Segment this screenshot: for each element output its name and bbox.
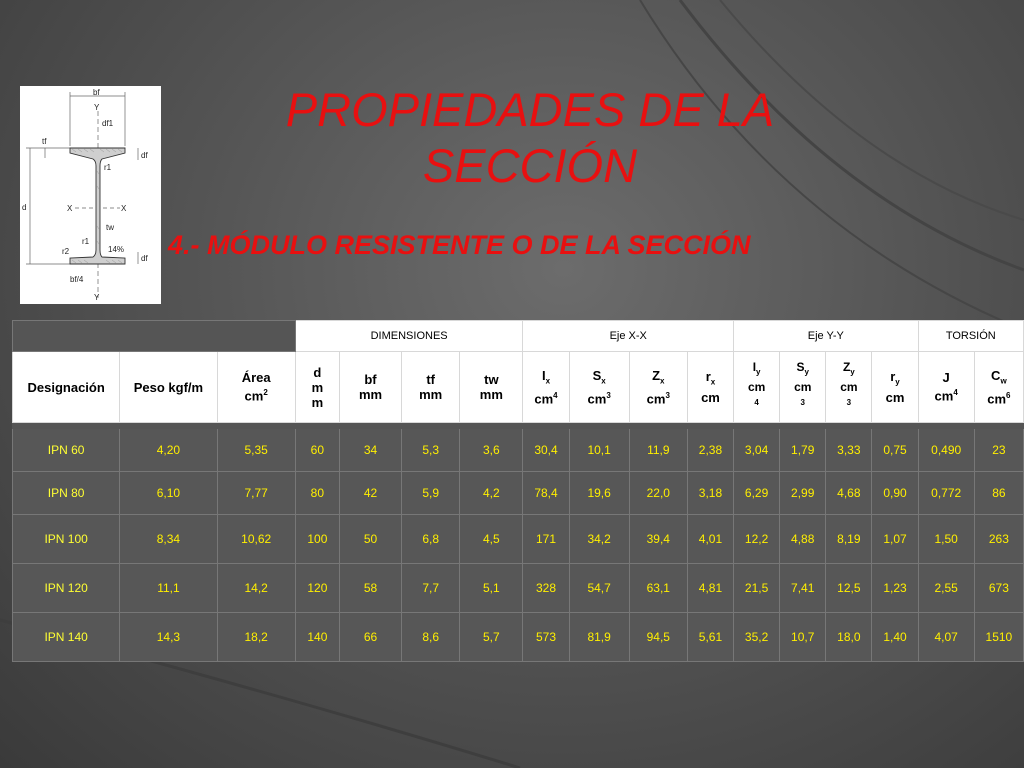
- table-cell: 4,68: [826, 472, 872, 515]
- header-designacion: Designación: [13, 352, 120, 423]
- i-beam-drawing: [20, 86, 161, 304]
- header-tf: tf mm: [402, 352, 460, 423]
- table-cell: IPN 120: [13, 564, 120, 613]
- header-rx: $r_x$ cm: [687, 352, 733, 423]
- table-cell: 8,6: [402, 613, 460, 662]
- table-cell: 4,5: [460, 515, 523, 564]
- table-cell: 11,9: [629, 429, 687, 472]
- table-cell: 6,29: [734, 472, 780, 515]
- table-cell: 100: [295, 515, 339, 564]
- slide-title: PROPIEDADES DE LA SECCIÓN: [285, 83, 775, 192]
- table-cell: 7,41: [780, 564, 826, 613]
- table-cell: 60: [295, 429, 339, 472]
- diagram-label: Y: [94, 293, 100, 302]
- diagram-label: d: [22, 203, 27, 212]
- table-cell: 22,0: [629, 472, 687, 515]
- table-cell: IPN 60: [13, 429, 120, 472]
- diagram-label: bf: [93, 88, 100, 97]
- table-cell: 42: [339, 472, 401, 515]
- table-cell: 3,33: [826, 429, 872, 472]
- diagram-label: df: [141, 254, 148, 263]
- table-cell: 4,2: [460, 472, 523, 515]
- table-cell: 10,62: [217, 515, 295, 564]
- header-tw: tw mm: [460, 352, 523, 423]
- header-ry: $r_y$ cm: [872, 352, 918, 423]
- table-cell: 1,07: [872, 515, 918, 564]
- table-row: [13, 564, 1024, 613]
- table-cell: 23: [974, 429, 1023, 472]
- table-cell: 50: [339, 515, 401, 564]
- table-cell: 19,6: [569, 472, 629, 515]
- table-cell: 7,7: [402, 564, 460, 613]
- table-cell: 18,2: [217, 613, 295, 662]
- table-cell: 54,7: [569, 564, 629, 613]
- table-cell: 11,1: [120, 564, 217, 613]
- table-cell: 120: [295, 564, 339, 613]
- table-cell: 12,2: [734, 515, 780, 564]
- table-cell: 86: [974, 472, 1023, 515]
- header-peso: Peso kgf/m: [120, 352, 217, 423]
- table-cell: 1,79: [780, 429, 826, 472]
- column-header-row: [13, 352, 1024, 423]
- table-cell: 2,99: [780, 472, 826, 515]
- header-iy: $I_y$ cm $^4$: [734, 352, 780, 423]
- header-area: Área $cm^2$: [217, 352, 295, 423]
- diagram-label: 14%: [108, 245, 125, 254]
- table-cell: 1,23: [872, 564, 918, 613]
- table-cell: 5,61: [687, 613, 733, 662]
- table-cell: 328: [523, 564, 569, 613]
- diagram-label: df1: [102, 119, 114, 128]
- table-cell: 0,490: [918, 429, 974, 472]
- header-cw: $C_w$ $cm^6$: [974, 352, 1023, 423]
- table-cell: IPN 140: [13, 613, 120, 662]
- table-cell: 7,77: [217, 472, 295, 515]
- table-cell: IPN 100: [13, 515, 120, 564]
- group-header-row: [13, 321, 1024, 352]
- table-cell: 0,772: [918, 472, 974, 515]
- header-zx: $Z_x$ $cm^3$: [629, 352, 687, 423]
- table-cell: 35,2: [734, 613, 780, 662]
- diagram-label: r1: [104, 163, 112, 172]
- table-cell: 30,4: [523, 429, 569, 472]
- table-cell: 1,50: [918, 515, 974, 564]
- header-d: d m m: [295, 352, 339, 423]
- table-cell: 8,34: [120, 515, 217, 564]
- header-bf: bf mm: [339, 352, 401, 423]
- diagram-label: X: [67, 204, 73, 213]
- header-j: J $cm^4$: [918, 352, 974, 423]
- table-row: [13, 613, 1024, 662]
- table-cell: IPN 80: [13, 472, 120, 515]
- table-cell: 6,10: [120, 472, 217, 515]
- table-cell: 34: [339, 429, 401, 472]
- diagram-label: Y: [94, 103, 100, 112]
- table-cell: 263: [974, 515, 1023, 564]
- table-cell: 63,1: [629, 564, 687, 613]
- table-cell: 140: [295, 613, 339, 662]
- table-cell: 0,90: [872, 472, 918, 515]
- table-cell: 4,01: [687, 515, 733, 564]
- table-cell: 34,2: [569, 515, 629, 564]
- table-cell: 573: [523, 613, 569, 662]
- group-dimensiones: DIMENSIONES: [295, 321, 523, 352]
- diagram-label: tf: [42, 137, 47, 146]
- header-sx: $S_x$ $cm^3$: [569, 352, 629, 423]
- table-cell: 94,5: [629, 613, 687, 662]
- table-cell: 14,2: [217, 564, 295, 613]
- diagram-label: tw: [106, 223, 114, 232]
- table-cell: 78,4: [523, 472, 569, 515]
- diagram-label: r1: [82, 237, 90, 246]
- table-cell: 6,8: [402, 515, 460, 564]
- table-cell: 4,20: [120, 429, 217, 472]
- group-eje-xx: Eje X-X: [523, 321, 734, 352]
- table-cell: 4,88: [780, 515, 826, 564]
- table-cell: 5,1: [460, 564, 523, 613]
- table-body: [13, 429, 1024, 662]
- table-cell: 3,18: [687, 472, 733, 515]
- table-row: [13, 515, 1024, 564]
- table-cell: 80: [295, 472, 339, 515]
- table-cell: 18,0: [826, 613, 872, 662]
- table-cell: 3,6: [460, 429, 523, 472]
- table-cell: 8,19: [826, 515, 872, 564]
- table-cell: 673: [974, 564, 1023, 613]
- table-cell: 5,7: [460, 613, 523, 662]
- table-cell: 0,75: [872, 429, 918, 472]
- diagram-label: X: [121, 204, 127, 213]
- section-properties-table: [12, 320, 1024, 662]
- slide-subtitle: 4.- MÓDULO RESISTENTE O DE LA SECCIÓN: [168, 230, 751, 260]
- table-cell: 10,1: [569, 429, 629, 472]
- table-cell: 81,9: [569, 613, 629, 662]
- table-row: [13, 429, 1024, 472]
- table-cell: 21,5: [734, 564, 780, 613]
- header-zy: $Z_y$ cm $^3$: [826, 352, 872, 423]
- table-cell: 10,7: [780, 613, 826, 662]
- table-cell: 14,3: [120, 613, 217, 662]
- group-torsion: TORSIÓN: [918, 321, 1023, 352]
- table-cell: 5,9: [402, 472, 460, 515]
- header-sy: $S_y$ cm $^3$: [780, 352, 826, 423]
- table-cell: 39,4: [629, 515, 687, 564]
- table-cell: 3,04: [734, 429, 780, 472]
- table-cell: 66: [339, 613, 401, 662]
- i-beam-section-diagram: [20, 86, 161, 304]
- diagram-label: r2: [62, 247, 70, 256]
- table-cell: 1,40: [872, 613, 918, 662]
- table-cell: 5,3: [402, 429, 460, 472]
- table-cell: 58: [339, 564, 401, 613]
- table-cell: 1510: [974, 613, 1023, 662]
- table-cell: 12,5: [826, 564, 872, 613]
- group-blank-cell: [13, 321, 296, 352]
- table-cell: 2,38: [687, 429, 733, 472]
- table-cell: 171: [523, 515, 569, 564]
- header-ix: $I_x$ $cm^4$: [523, 352, 569, 423]
- table-cell: 4,07: [918, 613, 974, 662]
- diagram-label: df: [141, 151, 148, 160]
- group-eje-yy: Eje Y-Y: [734, 321, 919, 352]
- diagram-label: bf/4: [70, 275, 84, 284]
- table-cell: 5,35: [217, 429, 295, 472]
- table-row: [13, 472, 1024, 515]
- table-cell: 2,55: [918, 564, 974, 613]
- table-cell: 4,81: [687, 564, 733, 613]
